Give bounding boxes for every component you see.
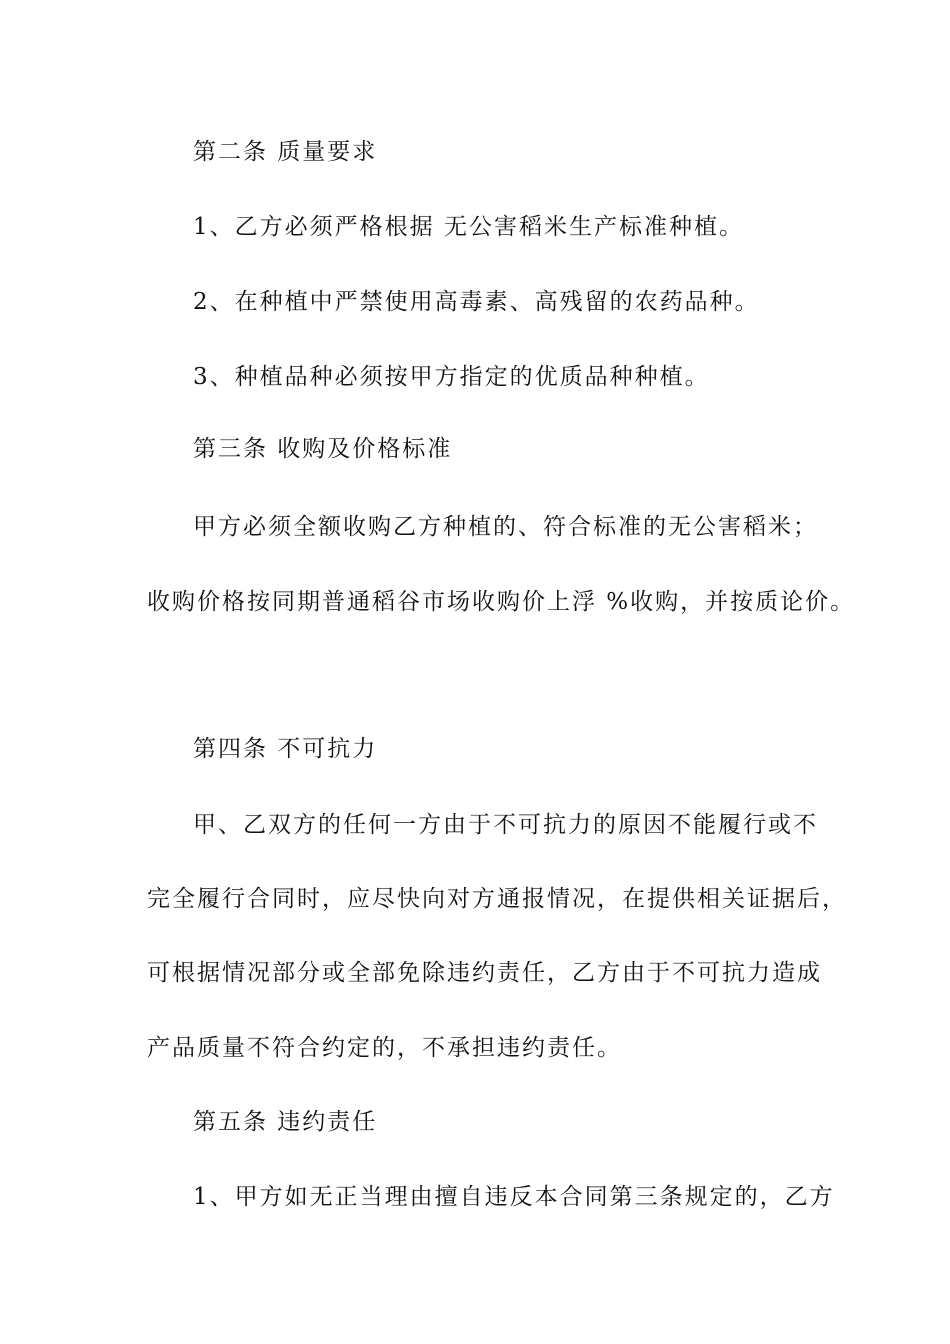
- section-heading-liability: 第五条 违约责任: [193, 1109, 378, 1135]
- section-heading-purchase-price: 第三条 收购及价格标准: [193, 436, 453, 462]
- quality-item-3: 3、种植品种必须按甲方指定的优质品种种植。: [193, 364, 710, 390]
- purchase-paragraph-line-2: 收购价格按同期普通稻谷市场收购价上浮 %收购，并按质论价。: [147, 589, 856, 615]
- liability-item-1-line-1: 1、甲方如无正当理由擅自违反本合同第三条规定的，乙方: [193, 1184, 835, 1210]
- quality-item-2: 2、在种植中严禁使用高毒素、高残留的农药品种。: [193, 289, 760, 315]
- force-majeure-line-3: 可根据情况部分或全部免除违约责任，乙方由于不可抗力造成: [147, 960, 822, 986]
- quality-item-1: 1、乙方必须严格根据 无公害稻米生产标准种植。: [193, 214, 744, 240]
- purchase-paragraph-line-1: 甲方必须全额收购乙方种植的、符合标准的无公害稻米；: [193, 514, 818, 540]
- section-heading-force-majeure: 第四条 不可抗力: [193, 736, 378, 762]
- section-heading-quality: 第二条 质量要求: [193, 139, 378, 165]
- force-majeure-line-4: 产品质量不符合约定的，不承担违约责任。: [147, 1035, 622, 1061]
- force-majeure-line-1: 甲、乙双方的任何一方由于不可抗力的原因不能履行或不: [193, 812, 818, 838]
- force-majeure-line-2: 完全履行合同时，应尽快向对方通报情况，在提供相关证据后，: [147, 886, 847, 912]
